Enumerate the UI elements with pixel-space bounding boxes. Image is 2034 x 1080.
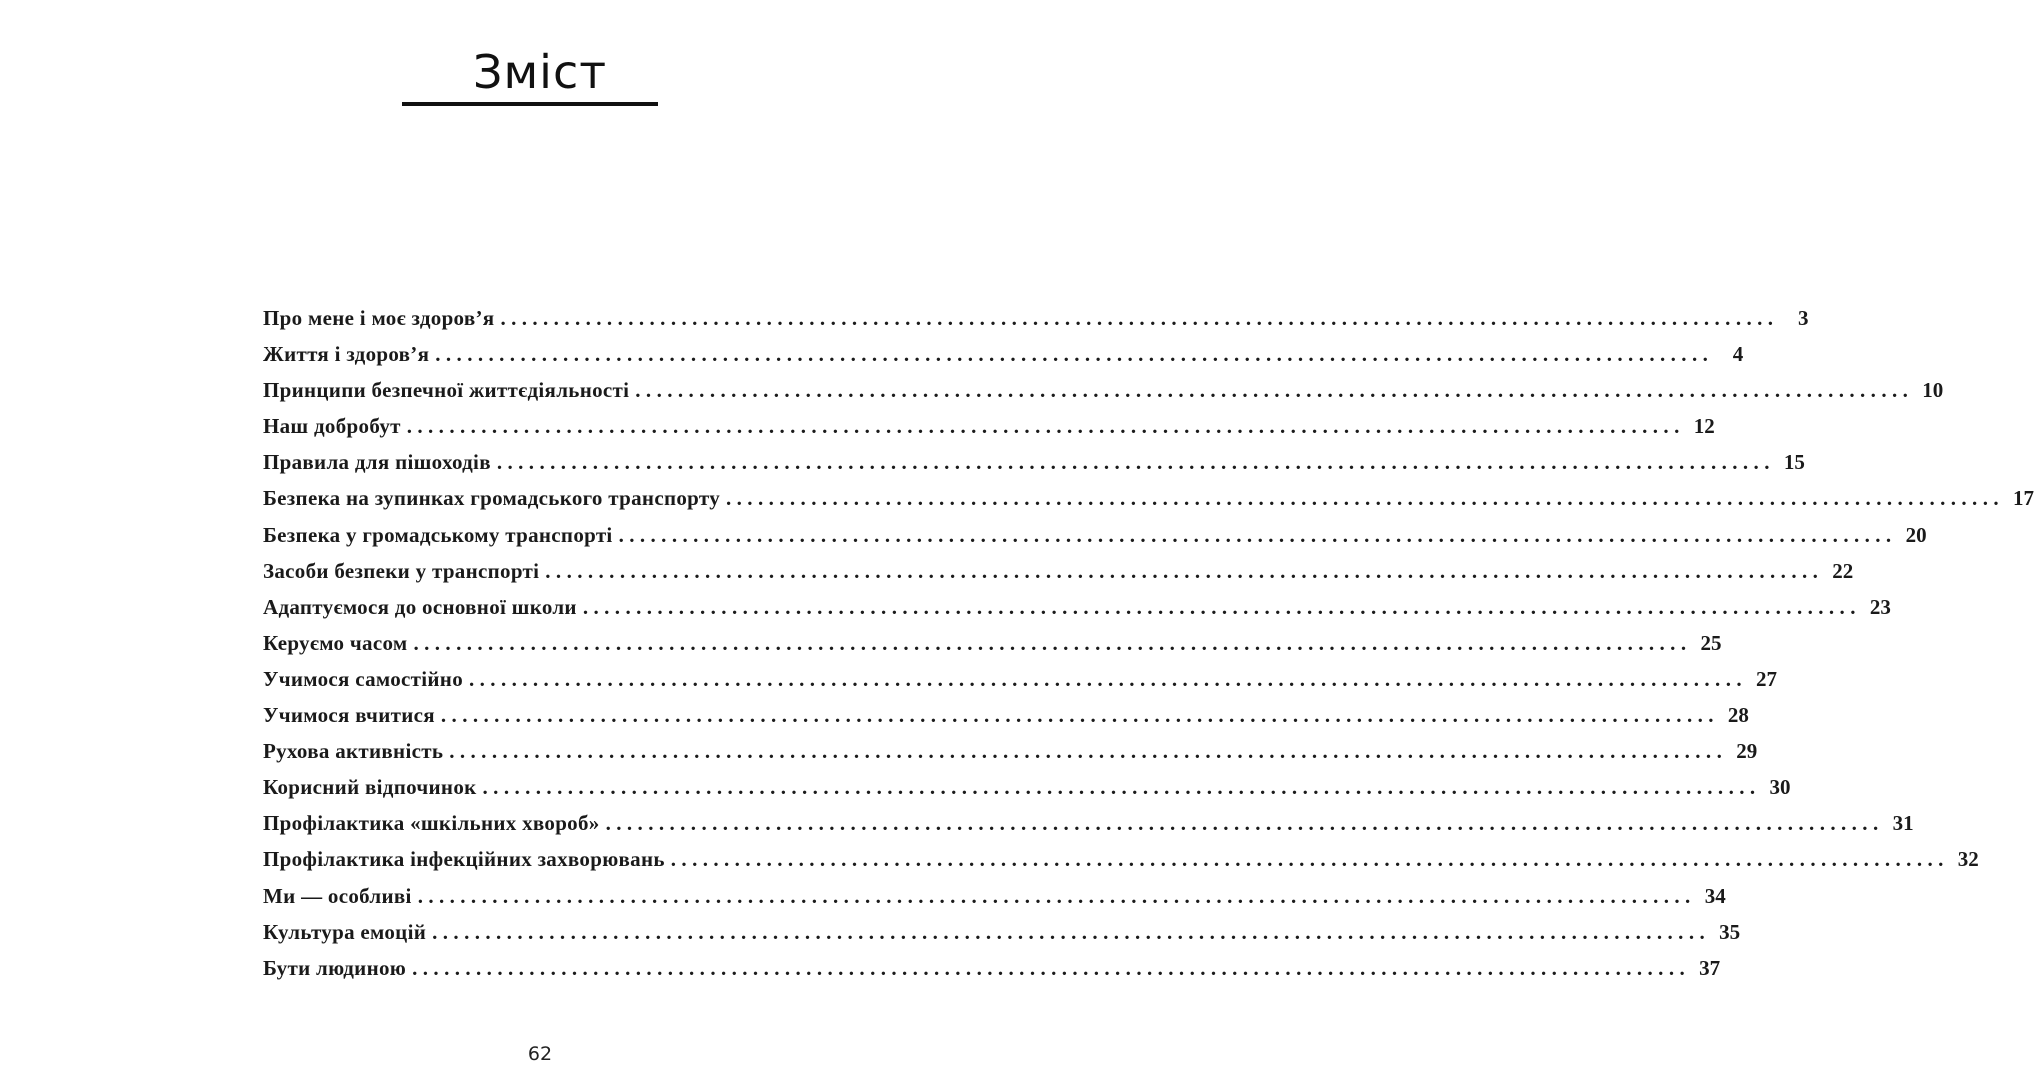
toc-dot-leader: ........................................................................................................................ <box>449 739 1728 764</box>
toc-entry-page: 27 <box>1756 666 1777 691</box>
toc-entry-page: 17 <box>2013 486 2034 511</box>
toc-entry-title: Правила для пішоходів <box>263 450 491 475</box>
toc-dot-leader: ........................................................................................................................ <box>469 666 1747 691</box>
toc-entry <box>263 878 1726 914</box>
toc-dot-leader: ........................................................................................................................ <box>440 703 1719 728</box>
toc-entry-page: 35 <box>1719 919 1741 944</box>
toc-entry <box>263 733 1758 769</box>
toc-entry-page: 10 <box>1922 378 1944 403</box>
table-of-contents <box>263 300 2034 986</box>
toc-entry-page: 22 <box>1832 558 1854 583</box>
toc-entry <box>263 950 1721 986</box>
toc-entry-page: 31 <box>1892 811 1914 836</box>
title-underline <box>402 102 658 106</box>
toc-entry-page: 34 <box>1704 883 1726 908</box>
toc-entry-page: 23 <box>1869 594 1891 619</box>
toc-entry-page: 3 <box>1797 306 1809 330</box>
toc-dot-leader: ........................................................................................................................ <box>670 847 1949 872</box>
toc-entry-page: 15 <box>1783 450 1805 475</box>
toc-entry-page: 4 <box>1732 342 1744 367</box>
toc-entry <box>263 841 1979 877</box>
toc-dot-leader: ........................................................................................................................ <box>482 775 1761 800</box>
toc-entry-page: 37 <box>1699 955 1721 980</box>
toc-dot-leader: ........................................................................................................................ <box>545 558 1824 583</box>
toc-dot-leader: ........................................................................................................................ <box>412 955 1691 980</box>
toc-entry-page: 12 <box>1693 414 1715 439</box>
toc-entry <box>263 697 1749 733</box>
toc-entry-title: Культура емоцій <box>263 919 427 944</box>
toc-dot-leader: ........................................................................................................................ <box>605 811 1884 836</box>
toc-entry-title: Рухова активність <box>263 739 444 764</box>
toc-dot-leader: ........................................................................................................................ <box>500 306 1779 330</box>
toc-entry-title: Учимося вчитися <box>263 703 435 728</box>
page-title: Зміст <box>472 45 608 99</box>
toc-entry-title: Учимося самостійно <box>263 666 463 691</box>
toc-entry <box>263 300 1809 336</box>
toc-entry <box>263 444 1805 480</box>
toc-entry <box>263 517 1927 553</box>
toc-entry-title: Керуємо часом <box>263 630 408 655</box>
toc-entry-title: Ми — особливі <box>263 883 412 908</box>
toc-entry <box>263 372 1944 408</box>
toc-entry-page: 25 <box>1700 630 1722 655</box>
toc-entry-title: Принципи безпечної життєдіяльності <box>263 378 630 403</box>
toc-entry-title: Безпека на зупинках громадського транспорту <box>263 486 720 511</box>
toc-entry <box>263 805 1914 841</box>
toc-entry-title: Профілактика «шкільних хвороб» <box>263 811 600 836</box>
toc-entry-page: 30 <box>1769 775 1791 800</box>
toc-dot-leader: ........................................................................................................................ <box>618 522 1897 547</box>
toc-entry <box>263 914 1741 950</box>
toc-entry-title: Адаптуємося до основної школи <box>263 594 577 619</box>
toc-dot-leader: ........................................................................................................................ <box>432 919 1711 944</box>
toc-entry <box>263 480 2034 516</box>
toc-dot-leader: ........................................................................................................................ <box>417 883 1696 908</box>
toc-entry-page: 28 <box>1727 703 1749 728</box>
toc-dot-leader: ........................................................................................................................ <box>435 342 1714 367</box>
toc-dot-leader: ........................................................................................................................ <box>635 378 1914 403</box>
toc-entry-page: 20 <box>1905 522 1927 547</box>
toc-dot-leader: ........................................................................................................................ <box>726 486 2004 511</box>
toc-entry-title: Профілактика інфекційних захворювань <box>263 847 665 872</box>
toc-entry-title: Безпека у громадському транспорті <box>263 522 613 547</box>
toc-entry-title: Бути людиною <box>263 955 407 980</box>
toc-entry-title: Життя і здоров’я <box>263 342 430 367</box>
toc-dot-leader: ........................................................................................................................ <box>582 594 1861 619</box>
toc-entry-title: Корисний відпочинок <box>263 775 477 800</box>
toc-dot-leader: ........................................................................................................................ <box>496 450 1775 475</box>
toc-entry <box>263 625 1722 661</box>
toc-entry <box>263 553 1854 589</box>
toc-dot-leader: ........................................................................................................................ <box>406 414 1685 439</box>
toc-entry-title: Про мене і моє здоров’я <box>263 306 495 330</box>
toc-entry <box>263 408 1715 444</box>
toc-entry <box>263 769 1791 805</box>
toc-entry <box>263 589 1891 625</box>
toc-entry-page: 29 <box>1736 739 1758 764</box>
toc-dot-leader: ........................................................................................................................ <box>413 630 1692 655</box>
toc-entry-title: Наш добробут <box>263 414 401 439</box>
page-number: 62 <box>527 1043 553 1065</box>
toc-entry-page: 32 <box>1957 847 1979 872</box>
toc-entry-title: Засоби безпеки у транспорті <box>263 558 540 583</box>
toc-entry <box>263 661 1777 697</box>
toc-entry <box>263 336 1744 372</box>
